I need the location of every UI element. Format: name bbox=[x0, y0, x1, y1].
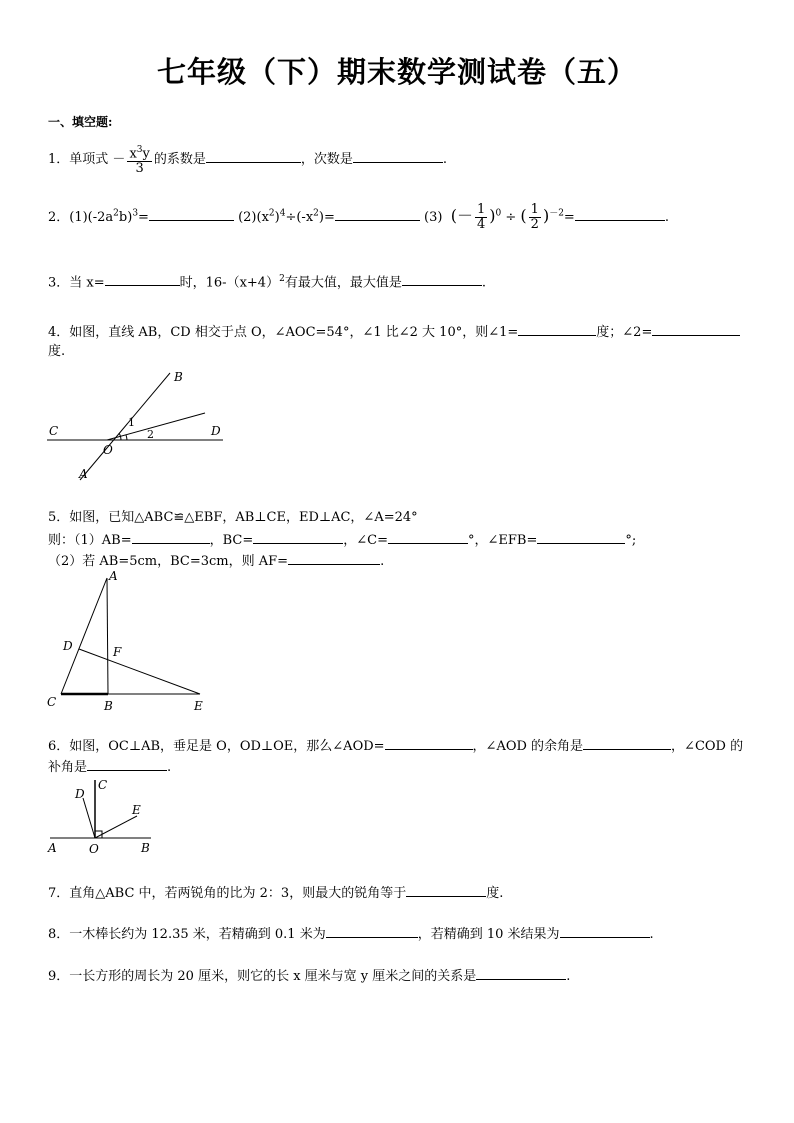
label-c: C bbox=[47, 695, 57, 709]
ray-od bbox=[83, 798, 95, 838]
label-f: F bbox=[113, 645, 122, 659]
answer-blank[interactable] bbox=[288, 551, 380, 565]
question-5-line2: 则：（1）AB= ，BC= ，∠C= °，∠EFB= °; bbox=[48, 530, 636, 550]
answer-blank[interactable] bbox=[406, 883, 486, 897]
question-5-line3: （2）若 AB=5cm，BC=3cm，则 AF= . bbox=[48, 551, 384, 571]
answer-blank[interactable] bbox=[132, 530, 210, 544]
fraction: $\frac{x^3y}{3}$ bbox=[129, 145, 150, 177]
label-b: B bbox=[141, 841, 150, 855]
question-6: 6．如图，OC⊥AB，垂足是 O，OD⊥OE，那么∠AOD= ，∠AOD 的余角是 ，∠COD 的 bbox=[48, 736, 743, 756]
label-o: O bbox=[103, 443, 113, 457]
label-b: B bbox=[174, 370, 183, 384]
ray-oe bbox=[95, 816, 137, 838]
question-4: 4．如图，直线 AB，CD 相交于点 O，∠AOC=54°，∠1 比∠2 大 10°，则∠1= 度；∠2= bbox=[48, 322, 740, 342]
answer-blank[interactable] bbox=[253, 530, 343, 544]
ray bbox=[107, 413, 205, 440]
label-angle-2: 2 bbox=[147, 428, 154, 441]
answer-blank[interactable] bbox=[476, 966, 566, 980]
answer-blank[interactable] bbox=[206, 149, 301, 163]
answer-blank[interactable] bbox=[518, 322, 596, 336]
answer-blank[interactable] bbox=[353, 149, 443, 163]
answer-blank[interactable] bbox=[335, 207, 420, 221]
label-e: E bbox=[132, 803, 141, 817]
answer-blank[interactable] bbox=[560, 924, 650, 938]
figure-perpendicular bbox=[45, 778, 165, 860]
label-angle-1: 1 bbox=[128, 416, 135, 429]
question-5: 5．如图，已知△ABC≌△EBF，AB⊥CE，ED⊥AC，∠A=24° bbox=[48, 510, 418, 525]
answer-blank[interactable] bbox=[105, 272, 180, 286]
segment-ab bbox=[107, 578, 108, 694]
label-d: D bbox=[63, 639, 73, 653]
answer-blank[interactable] bbox=[402, 272, 482, 286]
figure-triangles bbox=[45, 568, 220, 718]
question-8: 8．一木棒长约为 12.35 米，若精确到 0.1 米为 ，若精确到 10 米结果为 . bbox=[48, 924, 654, 944]
answer-blank[interactable] bbox=[385, 736, 473, 750]
label-c: C bbox=[98, 778, 108, 792]
question-2: 2．$(1)(-2a^2b)^3= (2)(x^2)^4\div(-x^2)= (3)$ (－ $\frac{1}{4}$ )$^0$ ÷ ( $\frac{1}{2}$ )$^{-2}$= . bbox=[48, 202, 669, 232]
answer-blank[interactable] bbox=[149, 207, 234, 221]
question-1: 1．单项式 － $\frac{x^3y}{3}$ 的系数是 ，次数是 . bbox=[48, 145, 448, 177]
label-a: A bbox=[79, 467, 88, 481]
label-b: B bbox=[104, 699, 113, 713]
answer-blank[interactable] bbox=[326, 924, 418, 938]
label-a: A bbox=[109, 569, 118, 583]
label-e: E bbox=[194, 699, 203, 713]
label-d: D bbox=[75, 787, 85, 801]
section-heading: 一、填空题: bbox=[48, 115, 113, 129]
question-9: 9．一长方形的周长为 20 厘米，则它的长 x 厘米与宽 y 厘米之间的关系是 . bbox=[48, 966, 570, 986]
answer-blank[interactable] bbox=[537, 530, 625, 544]
question-3: 3．当 x= 时，$16-(x+4)^2$有最大值，最大值是 . bbox=[48, 274, 486, 291]
answer-blank[interactable] bbox=[652, 322, 740, 336]
angle-arc-2 bbox=[126, 435, 127, 440]
answer-blank[interactable] bbox=[575, 207, 665, 221]
question-4-line2: 度. bbox=[48, 344, 66, 359]
label-o: O bbox=[89, 842, 99, 856]
question-6-line2: 补角是 . bbox=[48, 757, 171, 777]
question-7: 7．直角△ABC 中，若两锐角的比为 2：3，则最大的锐角等于 度. bbox=[48, 883, 503, 903]
figure-intersecting-lines bbox=[45, 365, 235, 485]
segment-de bbox=[79, 649, 200, 694]
fraction: $\frac{1}{2}$ bbox=[530, 202, 539, 232]
answer-blank[interactable] bbox=[583, 736, 671, 750]
answer-blank[interactable] bbox=[87, 757, 167, 771]
fraction: $\frac{1}{4}$ bbox=[476, 202, 486, 232]
label-a: A bbox=[48, 841, 57, 855]
segment-ac bbox=[61, 578, 107, 694]
label-d: D bbox=[211, 424, 221, 438]
page-title: 七年级（下）期末数学测试卷（五） bbox=[156, 55, 637, 89]
label-c: C bbox=[49, 424, 59, 438]
answer-blank[interactable] bbox=[388, 530, 468, 544]
